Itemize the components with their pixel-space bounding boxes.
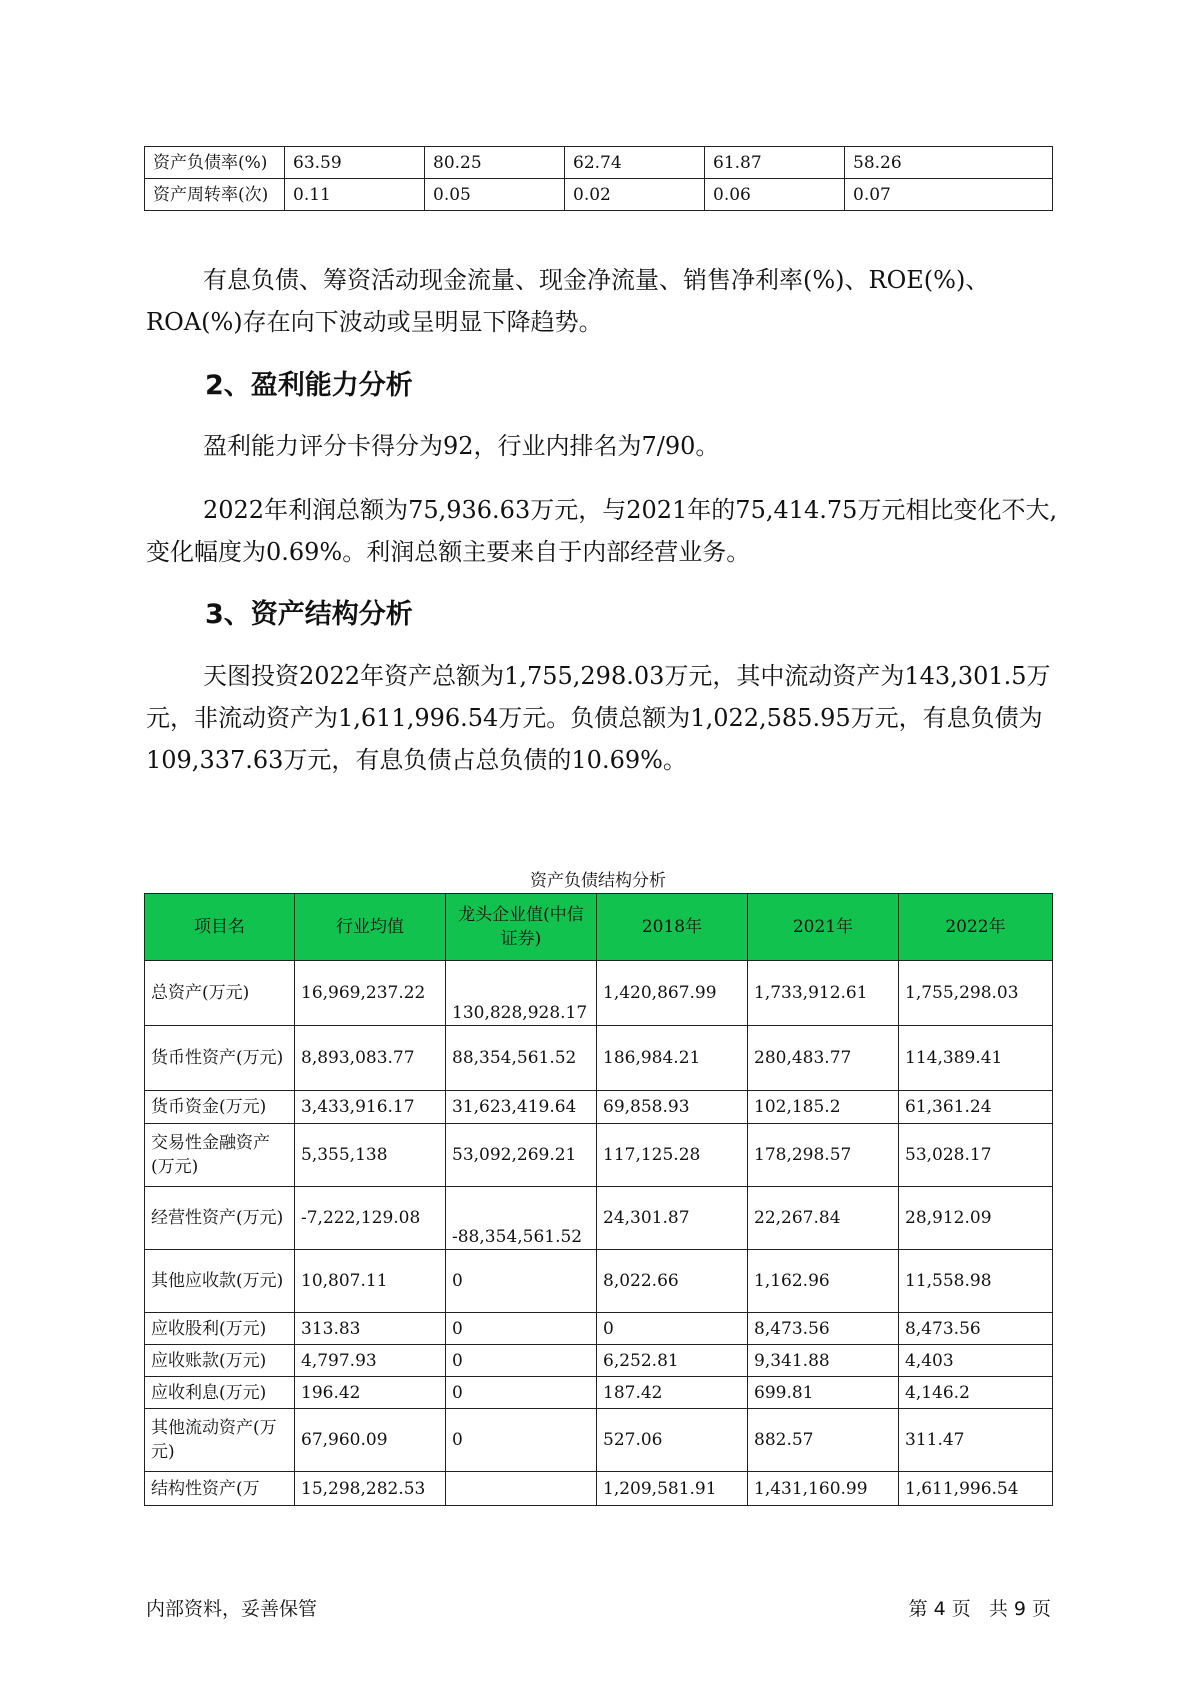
cell: -88,354,561.52 — [446, 1187, 597, 1250]
cell: 0 — [446, 1409, 597, 1472]
cell: 0.07 — [845, 179, 1053, 211]
row-label: 货币资金(万元) — [145, 1091, 295, 1124]
row-label: 应收股利(万元) — [145, 1313, 295, 1345]
table-row — [145, 1377, 1053, 1409]
cell: 187.42 — [597, 1377, 748, 1409]
ratio-table — [144, 146, 1053, 211]
column-header: 2022年 — [899, 894, 1053, 961]
cell: 0.05 — [425, 179, 565, 211]
cell: 0 — [446, 1250, 597, 1313]
row-label: 应收账款(万元) — [145, 1345, 295, 1377]
cell: -7,222,129.08 — [295, 1187, 446, 1250]
row-label: 经营性资产(万元) — [145, 1187, 295, 1250]
cell: 10,807.11 — [295, 1250, 446, 1313]
cell: 67,960.09 — [295, 1409, 446, 1472]
cell: 80.25 — [425, 147, 565, 179]
cell: 699.81 — [748, 1377, 899, 1409]
cell: 1,162.96 — [748, 1250, 899, 1313]
cell: 4,797.93 — [295, 1345, 446, 1377]
cell: 8,473.56 — [899, 1313, 1053, 1345]
row-label: 资产负债率(%) — [145, 147, 285, 179]
cell: 1,431,160.99 — [748, 1472, 899, 1506]
row-label: 交易性金融资产(万元) — [145, 1124, 295, 1187]
cell: 11,558.98 — [899, 1250, 1053, 1313]
cell: 130,828,928.17 — [446, 961, 597, 1026]
section-heading-asset-structure: 3、资产结构分析 — [205, 599, 413, 630]
cell: 63.59 — [285, 147, 425, 179]
cell: 0.11 — [285, 179, 425, 211]
cell: 0 — [446, 1313, 597, 1345]
column-header: 2021年 — [748, 894, 899, 961]
table-header-row — [145, 894, 1053, 961]
cell: 31,623,419.64 — [446, 1091, 597, 1124]
row-label: 结构性资产(万 — [145, 1472, 295, 1506]
table-row — [145, 961, 1053, 1026]
cell: 69,858.93 — [597, 1091, 748, 1124]
cell: 53,092,269.21 — [446, 1124, 597, 1187]
table-row — [145, 1091, 1053, 1124]
cell: 61,361.24 — [899, 1091, 1053, 1124]
cell: 882.57 — [748, 1409, 899, 1472]
cell: 1,611,996.54 — [899, 1472, 1053, 1506]
footer-confidential-note: 内部资料，妥善保管 — [146, 1598, 318, 1620]
row-label: 其他应收款(万元) — [145, 1250, 295, 1313]
cell: 24,301.87 — [597, 1187, 748, 1250]
cell: 0 — [446, 1345, 597, 1377]
cell: 1,420,867.99 — [597, 961, 748, 1026]
cell: 9,341.88 — [748, 1345, 899, 1377]
cell: 280,483.77 — [748, 1026, 899, 1091]
column-header: 项目名 — [145, 894, 295, 961]
row-label: 货币性资产(万元) — [145, 1026, 295, 1091]
cell: 196.42 — [295, 1377, 446, 1409]
footer-page-number: 第 4 页 共 9 页 — [908, 1598, 1051, 1620]
cell: 1,209,581.91 — [597, 1472, 748, 1506]
cell — [446, 1472, 597, 1506]
table-row — [145, 1250, 1053, 1313]
cell: 62.74 — [565, 147, 705, 179]
table-row — [145, 1472, 1053, 1506]
cell: 61.87 — [705, 147, 845, 179]
cell: 0.06 — [705, 179, 845, 211]
cell: 117,125.28 — [597, 1124, 748, 1187]
cell: 102,185.2 — [748, 1091, 899, 1124]
row-label: 其他流动资产(万元) — [145, 1409, 295, 1472]
table-row — [145, 1409, 1053, 1472]
cell: 1,733,912.61 — [748, 961, 899, 1026]
cell: 22,267.84 — [748, 1187, 899, 1250]
cell: 186,984.21 — [597, 1026, 748, 1091]
cell: 4,403 — [899, 1345, 1053, 1377]
cell: 0 — [597, 1313, 748, 1345]
row-label: 总资产(万元) — [145, 961, 295, 1026]
column-header: 2018年 — [597, 894, 748, 961]
column-header: 行业均值 — [295, 894, 446, 961]
section-heading-profitability: 2、盈利能力分析 — [205, 370, 413, 401]
table-row — [145, 1313, 1053, 1345]
cell: 0.02 — [565, 179, 705, 211]
cell: 178,298.57 — [748, 1124, 899, 1187]
cell: 15,298,282.53 — [295, 1472, 446, 1506]
cell: 4,146.2 — [899, 1377, 1053, 1409]
profit-total-paragraph: 2022年利润总额为75,936.63万元，与2021年的75,414.75万元相比变化不大,变化幅度为0.69%。利润总额主要来自于内部经营业务。 — [146, 496, 1058, 566]
cell: 527.06 — [597, 1409, 748, 1472]
row-label: 资产周转率(次) — [145, 179, 285, 211]
row-label: 应收利息(万元) — [145, 1377, 295, 1409]
cell: 16,969,237.22 — [295, 961, 446, 1026]
cell: 114,389.41 — [899, 1026, 1053, 1091]
cell: 6,252.81 — [597, 1345, 748, 1377]
cell: 58.26 — [845, 147, 1053, 179]
table-row — [145, 1026, 1053, 1091]
cell: 28,912.09 — [899, 1187, 1053, 1250]
cell: 8,893,083.77 — [295, 1026, 446, 1091]
cell: 8,473.56 — [748, 1313, 899, 1345]
cell: 3,433,916.17 — [295, 1091, 446, 1124]
cell: 311.47 — [899, 1409, 1053, 1472]
table-row — [145, 1345, 1053, 1377]
cell: 313.83 — [295, 1313, 446, 1345]
cell: 5,355,138 — [295, 1124, 446, 1187]
table-row — [145, 179, 1053, 211]
table-row — [145, 1187, 1053, 1250]
trend-paragraph: 有息负债、筹资活动现金流量、现金净流量、销售净利率(%)、ROE(%)、ROA(%)存在向下波动或呈明显下降趋势。 — [146, 266, 990, 336]
cell: 0 — [446, 1377, 597, 1409]
cell: 88,354,561.52 — [446, 1026, 597, 1091]
table-row — [145, 147, 1053, 179]
asset-structure-paragraph: 天图投资2022年资产总额为1,755,298.03万元，其中流动资产为143,301.5万元，非流动资产为1,611,996.54万元。负债总额为1,022,585.95万元，有息负债为109,337.63万元，有息负债占总负债的10.69%。 — [146, 662, 1051, 774]
table-caption: 资产负债结构分析 — [530, 871, 666, 891]
balance-sheet-table — [144, 893, 1053, 1506]
column-header: 龙头企业值(中信证券) — [446, 894, 597, 961]
profit-score-paragraph: 盈利能力评分卡得分为92，行业内排名为7/90。 — [203, 432, 720, 460]
table-row — [145, 1124, 1053, 1187]
cell: 8,022.66 — [597, 1250, 748, 1313]
cell: 53,028.17 — [899, 1124, 1053, 1187]
cell: 1,755,298.03 — [899, 961, 1053, 1026]
